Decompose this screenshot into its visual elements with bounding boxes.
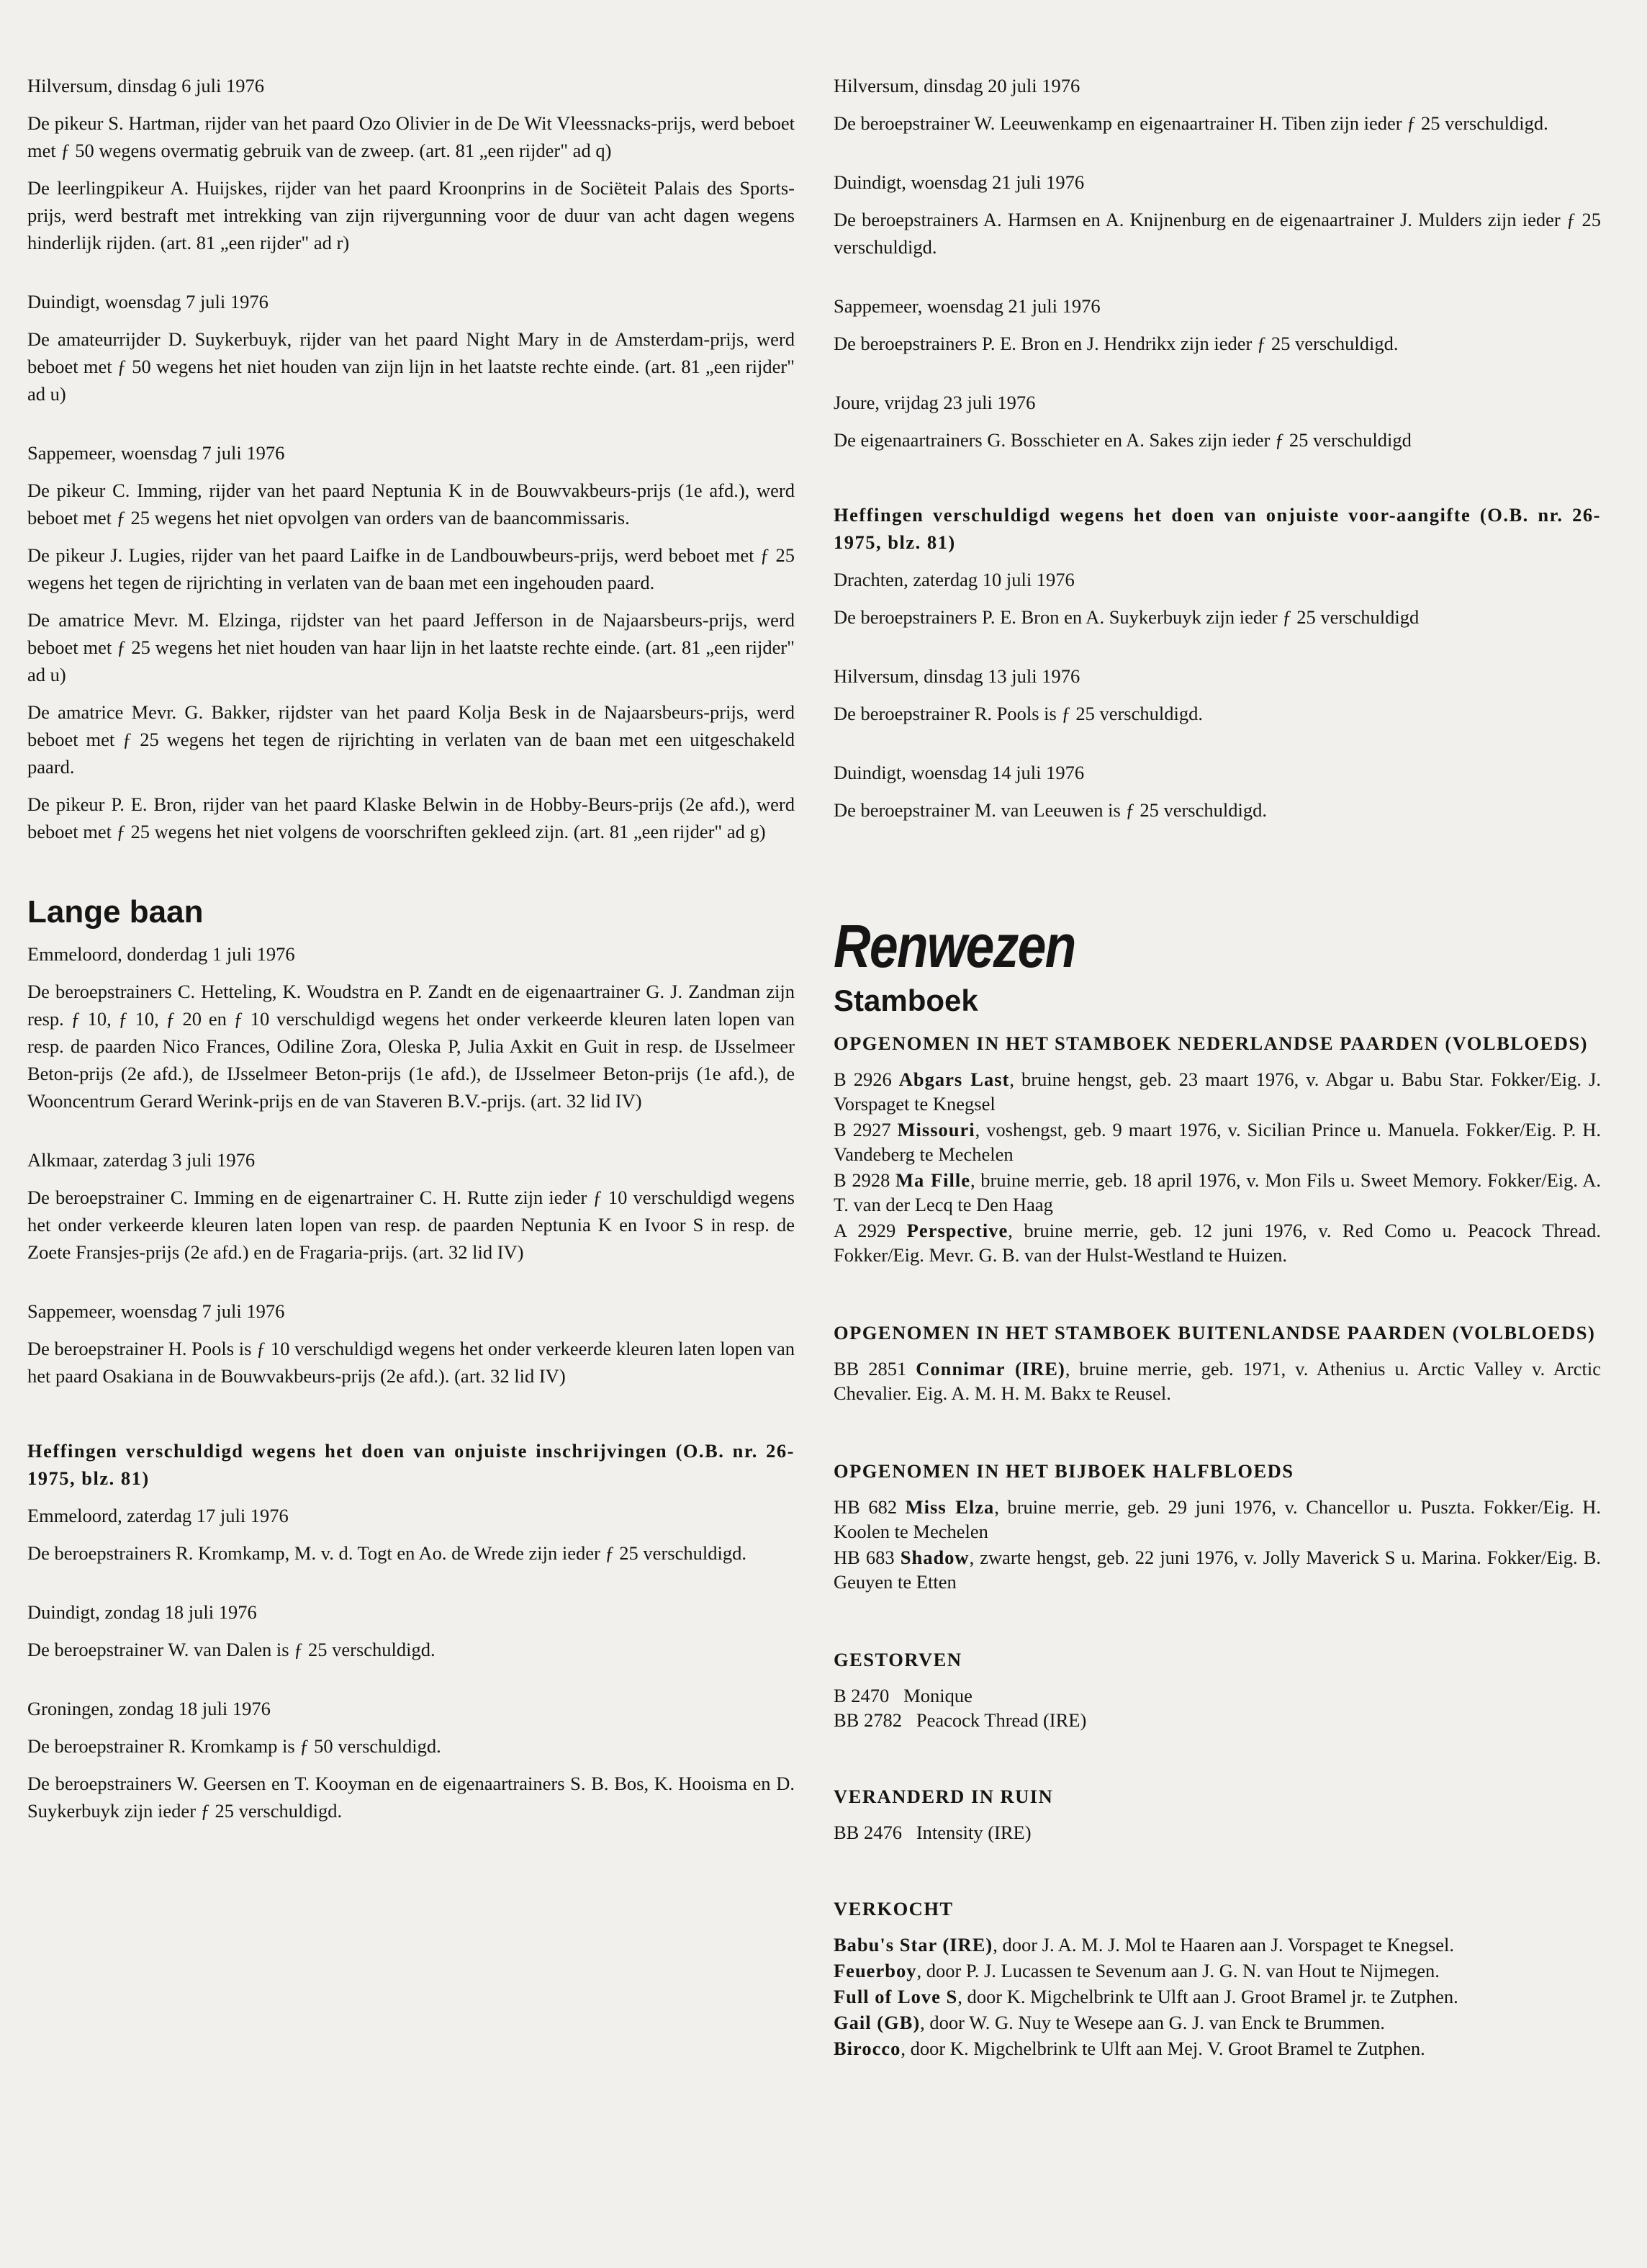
stamboek-nl-heading: OPGENOMEN IN HET STAMBOEK NEDERLANDSE PAARDEN (VOLBLOEDS) [834,1032,1588,1054]
entry-text: , zwarte hengst, geb. 22 juni 1976, v. Jolly Maverick S u. Marina. Fokker/Eig. B. Geuyen te Etten [834,1547,1601,1593]
meeting-date: Emmeloord, zaterdag 17 juli 1976 [27,1505,289,1526]
horse-name: Ma Fille [895,1169,970,1191]
horse-name: Gail (GB) [834,2012,921,2033]
ruling-paragraph: De pikeur S. Hartman, rijder van het paard Ozo Olivier in de De Wit Vleessnacks-prijs, werd beboet met ƒ 50 wegens overmatig gebruik van de zweep. (art. 81 „een rijder" ad q) [27,112,795,161]
ruling-paragraph: De pikeur J. Lugies, rijder van het paard Laifke in de Landbouwbeurs-prijs, werd beboet met ƒ 25 wegens het tegen de rijrichting in verlaten van de baan met een ingehouden paard. [27,544,795,593]
ruling-paragraph: De beroepstrainer R. Kromkamp is ƒ 50 verschuldigd. [27,1735,441,1757]
entry-code: B 2927 [834,1119,898,1140]
meeting-date: Drachten, zaterdag 10 juli 1976 [834,569,1075,590]
entry-text: , bruine merrie, geb. 1971, v. Athenius u. Arctic Valley v. Arctic Chevalier. Eig. A. M. H. M. Bakx te Reusel. [834,1358,1601,1404]
entry-code: BB 2851 [834,1358,916,1380]
entry-text: , voshengst, geb. 9 maart 1976, v. Sicilian Prince u. Manuela. Fokker/Eig. P. H. Vandeberg te Mechelen [834,1119,1601,1165]
meeting-date: Emmeloord, donderdag 1 juli 1976 [27,943,295,965]
right-section-heffingen [834,566,1601,824]
ruling-paragraph: De amateurrijder D. Suykerbuyk, rijder van het paard Night Mary in de Amsterdam-prijs, werd beboet met ƒ 50 wegens het niet houden van zijn lijn in het laatste rechte einde. (art. 81 „een rijder" ad u) [27,328,795,405]
heffingen-voor-aangifte-heading: Heffingen verschuldigd wegens het doen van onjuiste voor-aangifte (O.B. nr. 26-1975, blz. 81) [834,504,1601,553]
renwezen-title: Renwezen [834,912,1075,980]
ruling-paragraph: De beroepstrainers P. E. Bron en A. Suykerbuyk zijn ieder ƒ 25 verschuldigd [834,606,1420,628]
entry-code: HB 683 [834,1547,901,1568]
ruling-paragraph: De leerlingpikeur A. Huijskes, rijder van het paard Kroonprins in de Sociëteit Palais des Sports-prijs, werd bestraft met intrekking van zijn rijvergunning voor de duur van acht dagen wegens hinderlijk rijden. (art. 81 „een rijder" ad r) [27,177,795,253]
stamboek-bl-list [834,1356,1601,1405]
horse-name: Abgars Last [898,1068,1010,1090]
horse-name: Connimar (IRE) [916,1358,1065,1380]
ruling-paragraph: De eigenaartrainers G. Bosschieter en A. Sakes zijn ieder ƒ 25 verschuldigd [834,429,1412,451]
verkocht-heading: VERKOCHT [834,1898,954,1920]
stamboek-title: Stamboek [834,984,978,1017]
left-section-lange-baan [27,940,795,1390]
ruling-paragraph: De beroepstrainer M. van Leeuwen is ƒ 25 verschuldigd. [834,799,1267,821]
registry-line: BB 2476 Intensity (IRE) [834,1822,1032,1843]
registry-entry [834,2010,1601,2035]
entry-text: , door P. J. Lucassen te Sevenum aan J. G. N. van Hout te Nijmegen. [916,1960,1440,1981]
entry-text: , door W. G. Nuy te Wesepe aan G. J. van Enck te Brummen. [920,2012,1385,2033]
registry-entry [834,1495,1601,1544]
entry-text: , door J. A. M. J. Mol te Haaren aan J. Vorspaget te Knegsel. [993,1934,1455,1956]
left-section-hilversum-sappemeer [27,72,795,845]
meeting-date: Duindigt, woensdag 7 juli 1976 [27,291,269,312]
bijboek-heading: OPGENOMEN IN HET BIJBOEK HALFBLOEDS [834,1460,1294,1482]
ruling-paragraph: De beroepstrainer R. Pools is ƒ 25 verschuldigd. [834,703,1203,724]
ruling-paragraph: De beroepstrainer C. Imming en de eigenartrainer C. H. Rutte zijn ieder ƒ 10 verschuldigd wegens het onder verkeerde kleuren laten lopen van resp. de paarden Neptunia K en Ivoor S in resp. de Zoete Fransjes-prijs (2e afd.) en de Fragaria-prijs. (art. 32 lid IV) [27,1187,795,1263]
horse-name: Miss Elza [905,1496,995,1518]
registry-entry [834,1117,1601,1166]
heffingen-inschrijvingen-heading: Heffingen verschuldigd wegens het doen van onjuiste inschrijvingen (O.B. nr. 26-1975, blz. 81) [27,1440,795,1489]
meeting-date: Sappemeer, woensdag 7 juli 1976 [27,442,285,464]
ruling-paragraph: De beroepstrainer W. van Dalen is ƒ 25 verschuldigd. [27,1639,436,1660]
registry-entry [834,1168,1601,1217]
meeting-date: Duindigt, woensdag 21 juli 1976 [834,171,1085,193]
entry-code: B 2926 [834,1068,899,1090]
meeting-date: Hilversum, dinsdag 20 juli 1976 [834,75,1080,96]
right-section-july-trainers [834,72,1601,454]
right-column [834,72,1601,2062]
ruling-paragraph: De amatrice Mevr. M. Elzinga, rijdster van het paard Jefferson in de Najaarsbeurs-prijs, werd beboet met ƒ 25 wegens het niet houden van haar lijn in het laatste rechte einde. (art. 81 „een rijder" ad u) [27,609,795,685]
ruling-paragraph: De beroepstrainer W. Leeuwenkamp en eigenaartrainer H. Tiben zijn ieder ƒ 25 verschuldigd. [834,112,1548,134]
meeting-date: Hilversum, dinsdag 6 juli 1976 [27,75,265,96]
left-section-heffingen [27,1502,795,1824]
registry-entry [834,1218,1601,1267]
horse-name: Babu's Star (IRE) [834,1934,993,1956]
left-column [27,72,795,1835]
meeting-date: Duindigt, zondag 18 juli 1976 [27,1601,257,1623]
ruling-paragraph: De beroepstrainer H. Pools is ƒ 10 verschuldigd wegens het onder verkeerde kleuren laten lopen van het paard Osakiana in de Bouwvakbeurs-prijs (2e afd.). (art. 32 lid IV) [27,1338,795,1387]
stamboek-bl-heading: OPGENOMEN IN HET STAMBOEK BUITENLANDSE PAARDEN (VOLBLOEDS) [834,1322,1596,1344]
meeting-date: Duindigt, woensdag 14 juli 1976 [834,762,1085,783]
registry-entry [834,1984,1601,2009]
ruling-paragraph: De beroepstrainers P. E. Bron en J. Hendrikx zijn ieder ƒ 25 verschuldigd. [834,333,1399,354]
ruling-paragraph: De beroepstrainers W. Geersen en T. Kooyman en de eigenaartrainers S. B. Bos, K. Hooisma en D. Suykerbuyk zijn ieder ƒ 25 verschuldigd. [27,1773,795,1822]
registry-entry [834,2036,1601,2061]
ruin-heading: VERANDERD IN RUIN [834,1786,1054,1807]
ruling-paragraph: De amatrice Mevr. G. Bakker, rijdster van het paard Kolja Besk in de Najaarsbeurs-prijs, werd beboet met ƒ 25 wegens het tegen de rijrichting in verlaten van de baan met een uitgeschakeld paard. [27,701,795,778]
ruling-paragraph: De pikeur P. E. Bron, rijder van het paard Klaske Belwin in de Hobby-Beurs-prijs (2e afd.), werd beboet met ƒ 25 wegens het niet volgens de voorschriften gekleed zijn. (art. 81 „een rijder" ad g) [27,793,795,842]
horse-name: Perspective [906,1220,1008,1241]
registry-line: B 2470 Monique [834,1685,973,1706]
registry-entry [834,1067,1601,1116]
entry-text: , bruine merrie, geb. 18 april 1976, v. Mon Fils u. Sweet Memory. Fokker/Eig. A. T. van der Lecq te Den Haag [834,1169,1601,1215]
ruling-paragraph: De beroepstrainers A. Harmsen en A. Knijnenburg en de eigenaartrainer J. Mulders zijn ieder ƒ 25 verschuldigd. [834,209,1601,258]
registry-entry [834,1545,1601,1594]
ruling-paragraph: De pikeur C. Imming, rijder van het paard Neptunia K in de Bouwvakbeurs-prijs (1e afd.), werd beboet met ƒ 25 wegens het niet opvolgen van orders van de baancommissaris. [27,480,795,528]
meeting-date: Sappemeer, woensdag 7 juli 1976 [27,1300,285,1322]
registry-entry [834,1958,1601,1983]
bijboek-list [834,1495,1601,1594]
lange-baan-heading: Lange baan [27,894,204,930]
meeting-date: Groningen, zondag 18 juli 1976 [27,1698,271,1719]
ruin-list [834,1820,1601,1845]
entry-code: B 2928 [834,1169,896,1191]
meeting-date: Alkmaar, zaterdag 3 juli 1976 [27,1149,256,1171]
ruling-paragraph: De beroepstrainers R. Kromkamp, M. v. d. Togt en Ao. de Wrede zijn ieder ƒ 25 verschuldigd. [27,1542,746,1564]
meeting-date: Joure, vrijdag 23 juli 1976 [834,392,1036,413]
registry-entry [834,1356,1601,1405]
horse-name: Shadow [900,1547,970,1568]
meeting-date: Hilversum, dinsdag 13 juli 1976 [834,665,1080,687]
ruling-paragraph: De beroepstrainers C. Hetteling, K. Woudstra en P. Zandt en de eigenaartrainer G. J. Zandman zijn resp. ƒ 10, ƒ 10, ƒ 20 en ƒ 10 verschuldigd wegens het onder verkeerde kleuren laten lopen van resp. de paarden Nico Frances, Odiline Zora, Oleska P, Julia Axkit en Guit in resp. de IJsselmeer Beton-prijs (2e afd.), de IJsselmeer Beton-prijs (1e afd.), de IJsselmeer Beton-prijs (1e afd.), de Wooncentrum Gerard Werink-prijs en de van Staveren B.V.-prijs. (art. 32 lid IV) [27,981,795,1112]
entry-text: , bruine merrie, geb. 29 juni 1976, v. Chancellor u. Puszta. Fokker/Eig. H. Koolen te Mechelen [834,1496,1601,1542]
horse-name: Feuerboy [834,1960,917,1981]
registry-entry [834,1932,1601,1957]
entry-text: , door K. Migchelbrink te Ulft aan Mej. V. Groot Bramel te Zutphen. [901,2038,1425,2059]
gestorven-heading: GESTORVEN [834,1649,962,1670]
horse-name: Missouri [897,1119,975,1140]
verkocht-list [834,1932,1601,2061]
entry-text: , door K. Migchelbrink te Ulft aan J. Groot Bramel jr. te Zutphen. [957,1986,1458,2007]
horse-name: Birocco [834,2038,901,2059]
horse-name: Full of Love S [834,1986,958,2007]
gestorven-list [834,1683,1601,1732]
registry-line: BB 2782 Peacock Thread (IRE) [834,1709,1087,1731]
entry-code: HB 682 [834,1496,906,1518]
entry-text: , bruine hengst, geb. 23 maart 1976, v. Abgar u. Babu Star. Fokker/Eig. J. Vorspaget te Knegsel [834,1068,1601,1115]
stamboek-nl-list [834,1067,1601,1267]
meeting-date: Sappemeer, woensdag 21 juli 1976 [834,295,1101,317]
entry-text: , bruine merrie, geb. 12 juni 1976, v. Red Como u. Peacock Thread. Fokker/Eig. Mevr. G. B. van der Hulst-Westland te Huizen. [834,1220,1601,1266]
entry-code: A 2929 [834,1220,907,1241]
